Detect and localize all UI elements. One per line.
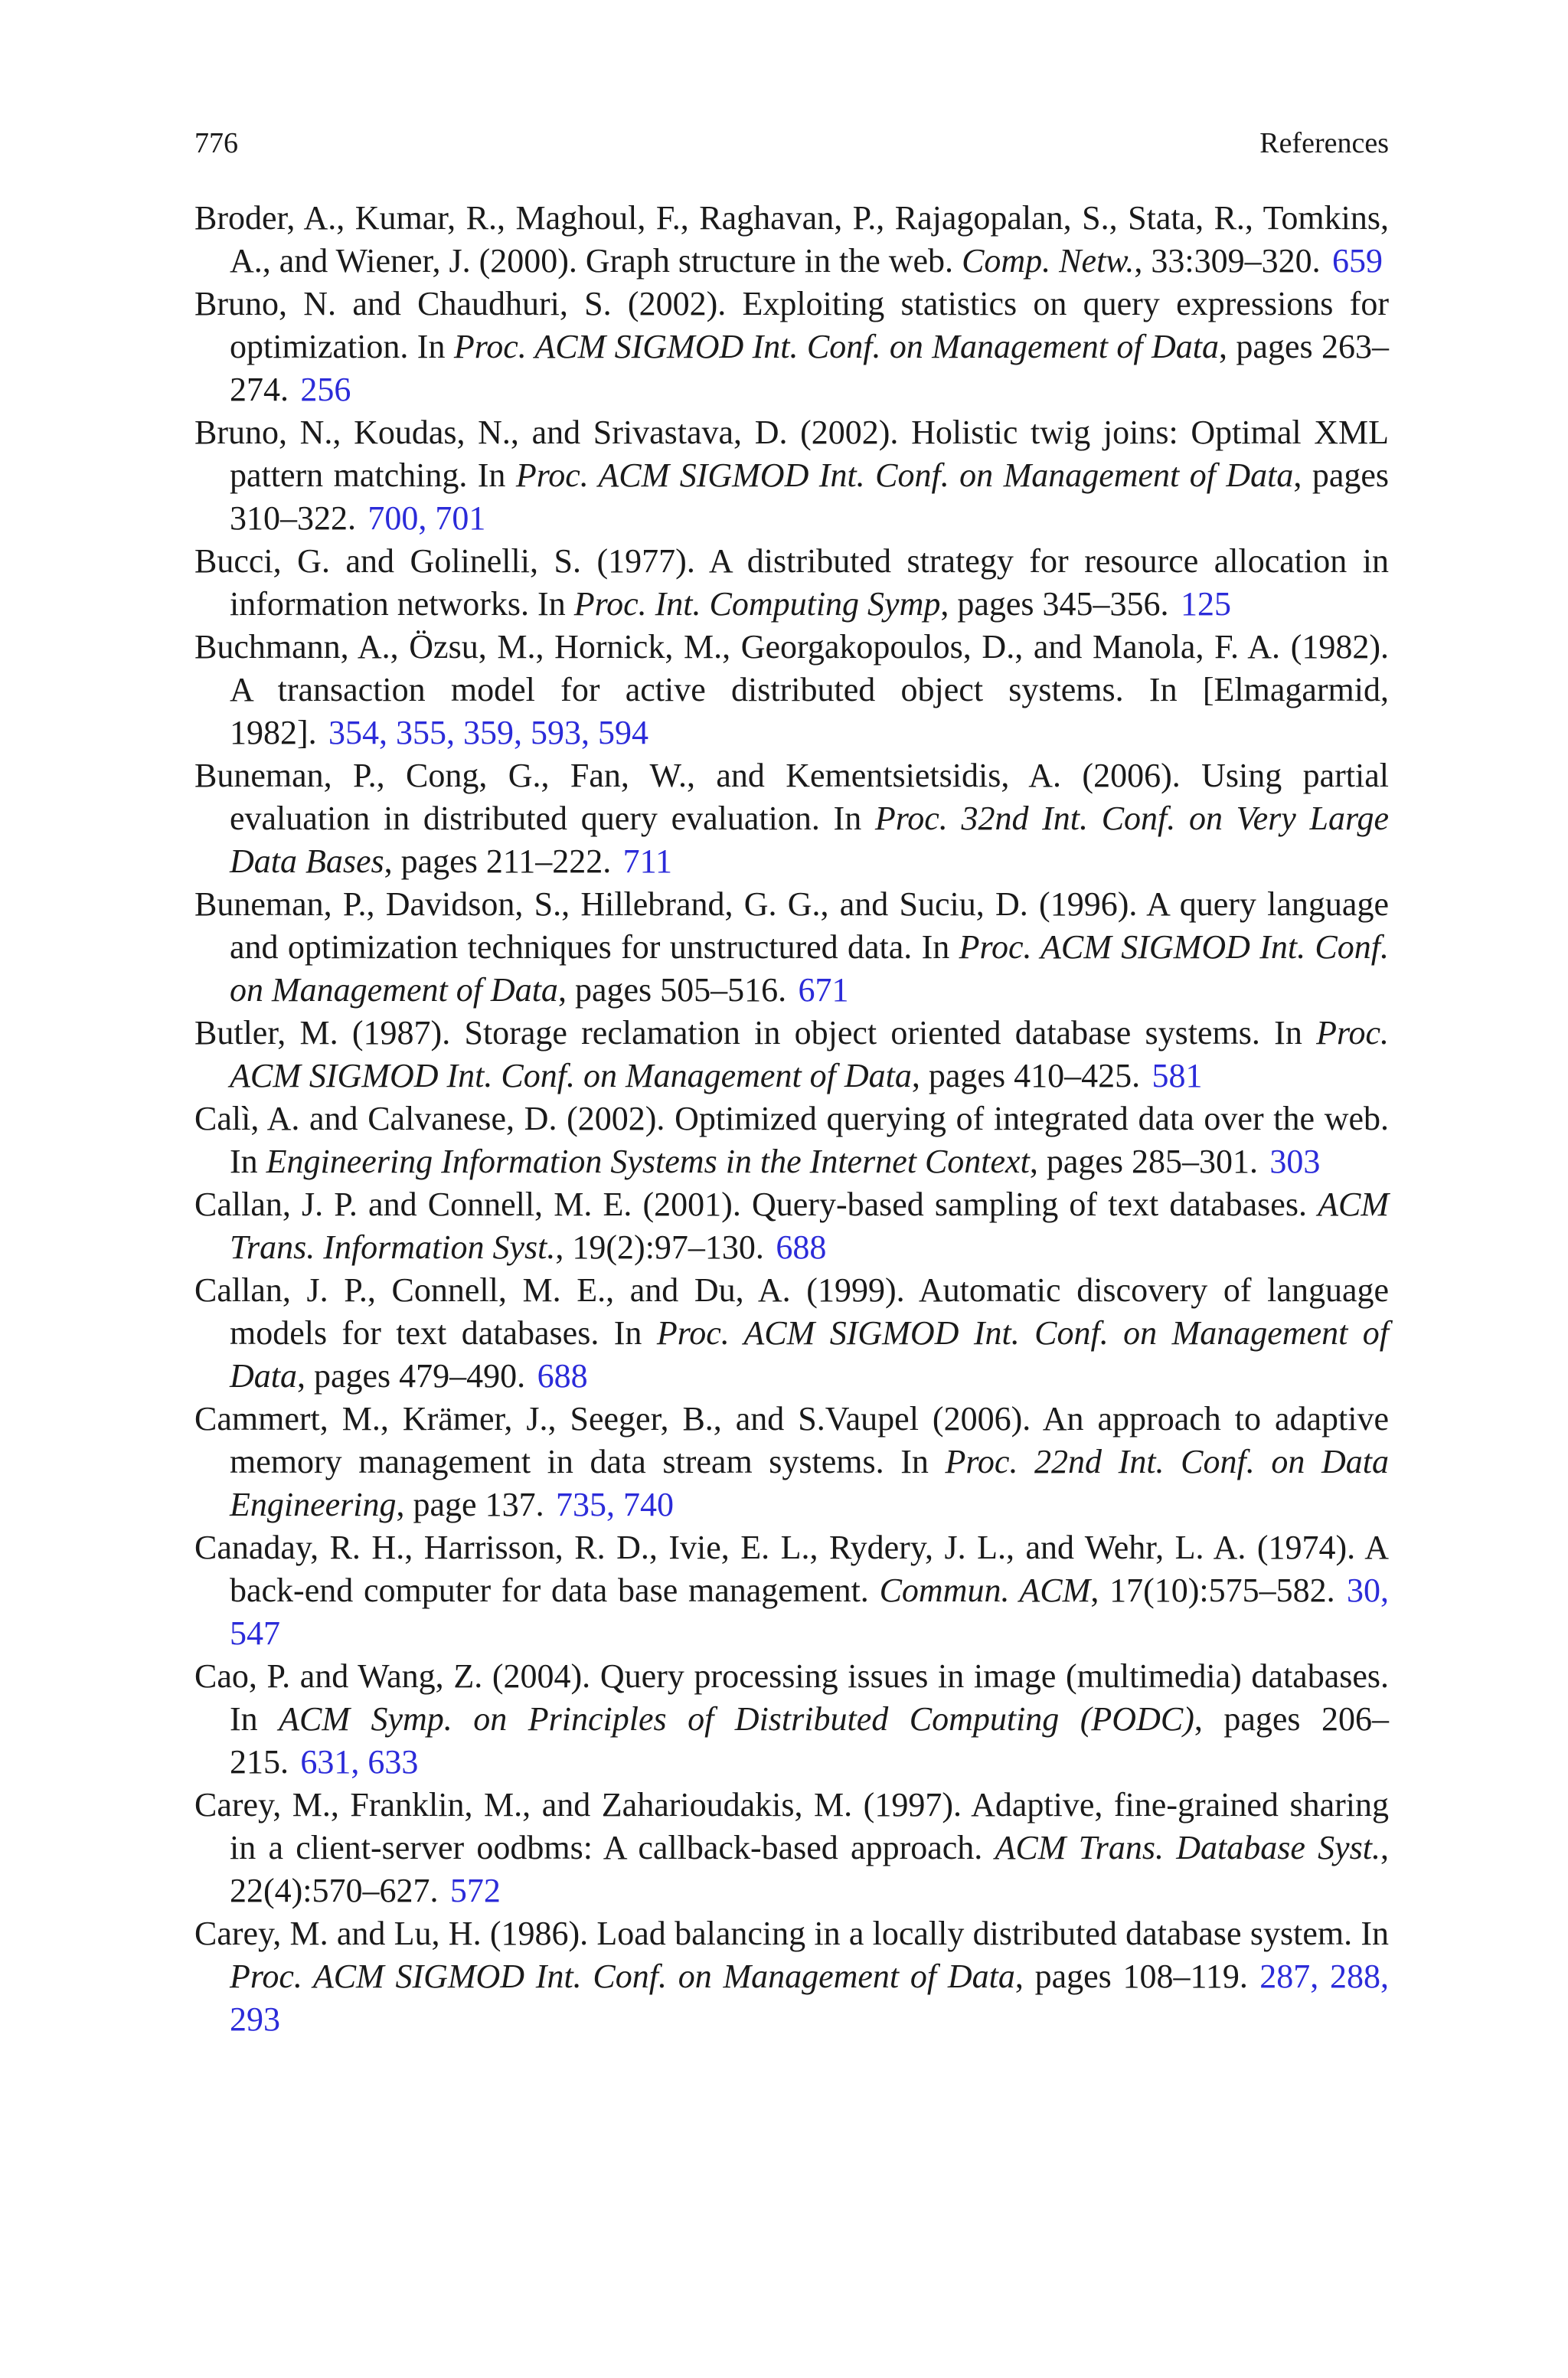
page-link[interactable]: 633 — [368, 1743, 419, 1781]
reference-text: Callan, J. P. and Connell, M. E. (2001). Query-based sampling of text databases. — [194, 1186, 1318, 1223]
reference-text: Carey, M. and Lu, H. (1986). Load balancing in a locally distributed database system. In — [194, 1915, 1389, 1952]
reference-venue: Proc. Int. Computing Symp — [573, 585, 941, 623]
page-link[interactable]: 700 — [368, 499, 419, 537]
page-link-separator: , — [446, 714, 464, 751]
page-link[interactable]: 594 — [598, 714, 649, 751]
reference-text: , 17(10):575–582. — [1090, 1572, 1335, 1609]
reference-venue: Engineering Information Systems in the Internet Context — [266, 1143, 1030, 1180]
page-link-separator: , — [581, 714, 599, 751]
reference-text: Cao, P. and Wang, Z. (2004). Query processing issues in image (multimedia) databases. In — [194, 1657, 1389, 1738]
page-link[interactable]: 701 — [435, 499, 486, 537]
cited-on-pages — [1181, 585, 1231, 623]
page-link[interactable]: 303 — [1269, 1143, 1321, 1180]
reference-venue: Proc. ACM SIGMOD Int. Conf. on Management of Data — [230, 1314, 1390, 1395]
page-link[interactable]: 287 — [1259, 1958, 1311, 1995]
page-link[interactable]: 293 — [230, 2000, 280, 2038]
cited-on-pages — [799, 971, 849, 1009]
reference-entry — [194, 1912, 1389, 2041]
reference-entry — [194, 883, 1389, 1012]
reference-text: , pages 211–222. — [384, 842, 612, 880]
reference-text: Cammert, M., Krämer, J., Seeger, B., and S.Vaupel (2006). An approach to adaptive memory management in data stream systems. In — [194, 1400, 1389, 1480]
page-link[interactable]: 30 — [1347, 1572, 1380, 1609]
reference-text: , pages 505–516. — [557, 971, 787, 1009]
reference-text: , pages 410–425. — [911, 1057, 1141, 1094]
page-link[interactable]: 572 — [449, 1872, 501, 1909]
reference-text: Buneman, P., Davidson, S., Hillebrand, G. G., and Suciu, D. (1996). A query language and optimization techniques for unstructured data. In — [194, 885, 1389, 966]
reference-entry — [194, 1183, 1389, 1269]
reference-text: , 22(4):570–627. — [230, 1829, 1389, 1909]
page-link[interactable]: 288 — [1330, 1958, 1380, 1995]
page-number: 776 — [194, 127, 238, 159]
reference-venue: Proc. ACM SIGMOD Int. Conf. on Management of Data — [230, 1958, 1015, 1995]
page-link-separator: , — [379, 714, 397, 751]
page-link[interactable]: 547 — [230, 1614, 280, 1652]
reference-text: , page 137. — [396, 1486, 544, 1523]
reference-venue: Commun. ACM — [879, 1572, 1091, 1609]
cited-on-pages — [368, 499, 485, 537]
page-link[interactable]: 688 — [537, 1357, 588, 1395]
page-link[interactable]: 711 — [622, 842, 672, 880]
reference-text: , pages 479–490. — [297, 1357, 526, 1395]
reference-entry — [194, 283, 1389, 411]
reference-entry — [194, 1655, 1389, 1784]
running-head: References — [1259, 127, 1389, 159]
reference-venue: Comp. Netw. — [962, 242, 1135, 280]
page-link[interactable]: 593 — [531, 714, 582, 751]
cited-on-pages — [1332, 242, 1383, 280]
cited-on-pages — [300, 1743, 418, 1781]
cited-on-pages — [556, 1486, 674, 1523]
page-link[interactable]: 359 — [463, 714, 514, 751]
reference-text: Butler, M. (1987). Storage reclamation in object oriented database systems. In — [194, 1014, 1317, 1052]
reference-entry — [194, 411, 1389, 540]
reference-text: Calì, A. and Calvanese, D. (2002). Optimized querying of integrated data over the web. In — [194, 1100, 1389, 1180]
cited-on-pages — [776, 1228, 826, 1266]
reference-list — [194, 197, 1389, 2041]
reference-entry — [194, 197, 1389, 283]
cited-on-pages — [1152, 1057, 1202, 1094]
reference-text: Bucci, G. and Golinelli, S. (1977). A distributed strategy for resource allocation in information networks. In — [194, 542, 1389, 623]
reference-text: Callan, J. P., Connell, M. E., and Du, A. (1999). Automatic discovery of language models for text databases. In — [194, 1271, 1389, 1352]
reference-text: , 19(2):97–130. — [555, 1228, 764, 1266]
cited-on-pages — [328, 714, 648, 751]
reference-venue: Proc. ACM SIGMOD Int. Conf. on Management of Data — [453, 328, 1220, 365]
page-link[interactable]: 354 — [328, 714, 380, 751]
reference-venue: ACM Trans. Information Syst. — [230, 1186, 1389, 1266]
page-link-separator: , — [418, 499, 436, 537]
reference-entry — [194, 1097, 1389, 1183]
cited-on-pages — [1269, 1143, 1320, 1180]
reference-entry — [194, 1398, 1389, 1526]
reference-venue: Proc. ACM SIGMOD Int. Conf. on Management of Data — [230, 928, 1389, 1009]
reference-text: Carey, M., Franklin, M., and Zaharioudakis, M. (1997). Adaptive, fine-grained sharing in a client-server oodbms: A callback-based approach. — [194, 1786, 1389, 1866]
page-link[interactable]: 581 — [1152, 1057, 1203, 1094]
reference-venue: Proc. 32nd Int. Conf. on Very Large Data Bases — [230, 800, 1389, 880]
page-link-separator: , — [1310, 1958, 1330, 1995]
reference-entry — [194, 1012, 1389, 1097]
reference-entry — [194, 626, 1389, 754]
reference-entry — [194, 540, 1389, 626]
reference-text: , pages 108–119. — [1014, 1958, 1248, 1995]
reference-entry — [194, 1784, 1389, 1912]
cited-on-pages — [450, 1872, 501, 1909]
cited-on-pages — [300, 371, 351, 408]
page-link[interactable]: 671 — [798, 971, 849, 1009]
reference-text: Bruno, N. and Chaudhuri, S. (2002). Exploiting statistics on query expressions for optimization. In — [194, 285, 1389, 365]
reference-text: , pages 206–215. — [230, 1700, 1389, 1781]
page-header — [194, 124, 1389, 162]
page-link[interactable]: 740 — [622, 1486, 674, 1523]
reference-text: Broder, A., Kumar, R., Maghoul, F., Raghavan, P., Rajagopalan, S., Stata, R., Tomkins, A., and Wiener, J. (2000). Graph structure in the web. — [194, 199, 1389, 280]
cited-on-pages — [623, 842, 672, 880]
page-link[interactable]: 659 — [1332, 242, 1383, 280]
page-link[interactable]: 355 — [396, 714, 447, 751]
reference-entry — [194, 1269, 1389, 1398]
reference-text: , pages 310–322. — [230, 456, 1390, 537]
page-link[interactable]: 631 — [300, 1743, 351, 1781]
page-link[interactable]: 256 — [300, 371, 351, 408]
page-link-separator: , — [1380, 1958, 1389, 1995]
reference-entry — [194, 754, 1389, 883]
reference-venue: Proc. 22nd Int. Conf. on Data Engineering — [230, 1443, 1389, 1523]
reference-text: , pages 263–274. — [230, 328, 1390, 408]
reference-venue: Proc. ACM SIGMOD Int. Conf. on Management of Data — [515, 456, 1294, 494]
reference-text: Bruno, N., Koudas, N., and Srivastava, D. (2002). Holistic twig joins: Optimal XML pattern matching. In — [194, 414, 1389, 494]
reference-entry — [194, 1526, 1389, 1655]
page-link-separator: , — [1380, 1572, 1389, 1609]
reference-text: , pages 345–356. — [940, 585, 1169, 623]
page-link-separator: , — [351, 1743, 368, 1781]
page-link[interactable]: 735 — [555, 1486, 606, 1523]
reference-text: Buchmann, A., Özsu, M., Hornick, M., Georgakopoulos, D., and Manola, F. A. (1982). A transaction model for active distributed object systems. In [Elmagarmid, 1982]. — [194, 628, 1389, 751]
reference-text: Buneman, P., Cong, G., Fan, W., and Kementsietsidis, A. (2006). Using partial evaluation in distributed query evaluation. In — [194, 757, 1389, 837]
reference-venue: Proc. ACM SIGMOD Int. Conf. on Management of Data — [230, 1014, 1389, 1094]
cited-on-pages — [537, 1357, 588, 1395]
page-link[interactable]: 125 — [1180, 585, 1231, 623]
page-link-separator: , — [514, 714, 531, 751]
page-link[interactable]: 688 — [776, 1228, 827, 1266]
reference-text: , 33:309–320. — [1134, 242, 1321, 280]
reference-venue: ACM Trans. Database Syst. — [995, 1829, 1380, 1866]
reference-text: , pages 285–301. — [1029, 1143, 1258, 1180]
reference-text: Canaday, R. H., Harrisson, R. D., Ivie, E. L., Rydery, J. L., and Wehr, L. A. (1974). A back-end computer for data base management. — [194, 1529, 1389, 1609]
page-link-separator: , — [606, 1486, 623, 1523]
reference-venue: ACM Symp. on Principles of Distributed Computing (PODC) — [279, 1700, 1194, 1738]
